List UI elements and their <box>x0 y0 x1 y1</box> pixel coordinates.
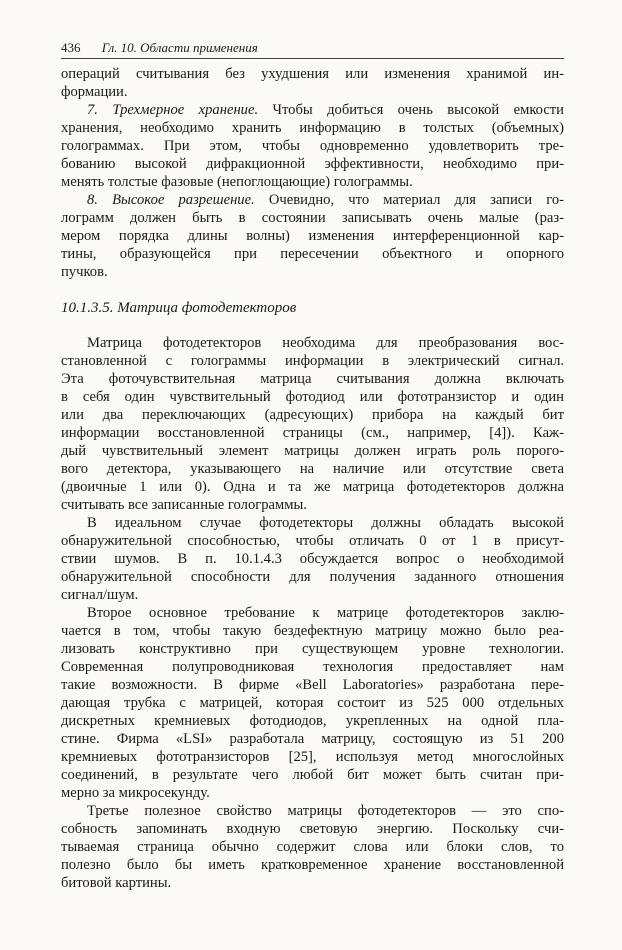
line-text: чается в том, чтобы такую бездефектную матрицу можно было реа- <box>61 623 564 639</box>
text-line <box>61 352 564 370</box>
line-text: бованию высокой дифракционной эффективности, необходимо при- <box>61 156 564 172</box>
line-text: вого детектора, указывающего на наличие или отсутствие света <box>61 461 564 477</box>
text-line <box>61 532 564 550</box>
line-text: собность запоминать входную световую энергию. Поскольку счи- <box>61 821 564 837</box>
text-line <box>61 496 564 514</box>
text-line <box>61 83 564 101</box>
line-text: мерно за микросекунду. <box>61 785 210 801</box>
line-text: информации восстановленной страницы (см., например, [4]). Каж- <box>61 425 564 441</box>
line-text: лограмм должен быть в состоянии записывать очень малые (раз- <box>61 210 564 226</box>
line-text: кремниевых фототранзисторов [25], используя метод многослойных <box>61 749 564 765</box>
text-line <box>61 802 564 820</box>
line-text: 10.1.3.5. Матрица фотодетекторов <box>61 300 297 316</box>
line-text: Второе основное требование к матрице фотодетекторов заклю- <box>87 605 564 621</box>
text-line <box>61 370 564 388</box>
line-text: Чтобы добиться очень высокой емкости <box>258 102 564 118</box>
text-line <box>61 676 564 694</box>
text-line <box>61 191 564 209</box>
line-text: полезно было бы иметь кратковременное хранение восстановленной <box>61 857 564 873</box>
list-item-title: 8. Высокое разрешение. <box>87 192 255 208</box>
line-text: соединений, в результате чего любой бит может быть считан при- <box>61 767 564 783</box>
line-text: Третье полезное свойство матрицы фотодетекторов — это спо- <box>87 803 564 819</box>
header-rule <box>61 58 564 59</box>
line-text: такие возможности. В фирме «Bell Laboratories» разработана пере- <box>61 677 564 693</box>
line-text: лизовать конструктивно при существующем уровне технологии. <box>61 641 564 657</box>
line-text: битовой картины. <box>61 875 172 891</box>
page-number: 436 <box>61 40 81 55</box>
line-text: тываемая страница обычно содержит слова или блоки слов, то <box>61 839 564 855</box>
line-text: формации. <box>61 84 128 100</box>
text-line <box>61 388 564 406</box>
text-line <box>61 137 564 155</box>
line-text: пучков. <box>61 264 108 280</box>
line-text: Современная полупроводниковая технология предоставляет нам <box>61 659 564 675</box>
text-line <box>61 784 564 802</box>
text-line <box>61 119 564 137</box>
running-header <box>61 38 564 58</box>
text-line <box>61 155 564 173</box>
text-line <box>61 568 564 586</box>
line-text: дый чувствительный элемент матрицы должен играть роль порого- <box>61 443 564 459</box>
text-line <box>61 334 564 352</box>
line-text: дискретных кремниевых фотодиодов, укрепленных на одной пла- <box>61 713 564 729</box>
text-line <box>61 442 564 460</box>
line-text: В идеальном случае фотодетекторы должны обладать высокой <box>87 515 564 531</box>
text-line <box>61 766 564 784</box>
text-line <box>61 478 564 496</box>
text-line <box>61 712 564 730</box>
line-text: голограммах. При этом, чтобы одновременно удовлетворить тре- <box>61 138 564 154</box>
line-text: хранения, необходимо хранить информацию в толстых (объемных) <box>61 120 564 136</box>
line-text: обнаружительной способностью, чтобы отличать 0 от 1 в присут- <box>61 533 564 549</box>
text-line <box>61 227 564 245</box>
line-text: тины, образующейся при пересечении объектного и опорного <box>61 246 564 262</box>
text-line <box>61 748 564 766</box>
line-text: стине. Фирма «LSI» разработала матрицу, состоящую из 51 200 <box>61 731 564 747</box>
text-line <box>61 856 564 874</box>
text-line <box>61 694 564 712</box>
text-line <box>61 173 564 191</box>
list-item-title: 7. Трехмерное хранение. <box>87 102 259 118</box>
line-text: ствии шумов. В п. 10.1.4.3 обсуждается вопрос о необходимой <box>61 551 564 567</box>
chapter-title: Гл. 10. Области применения <box>101 40 258 55</box>
text-line <box>61 640 564 658</box>
line-text: Очевидно, что материал для записи го- <box>254 192 564 208</box>
line-text: Эта фоточувствительная матрица считывания должна включать <box>61 371 564 387</box>
text-line <box>61 874 564 892</box>
text-line <box>61 622 564 640</box>
line-text: обнаружительной способности для получения заданного отношения <box>61 569 564 585</box>
line-text: (двоичные 1 или 0). Одна и та же матрица фотодетекторов должна <box>61 479 564 495</box>
text-line <box>61 65 564 83</box>
text-line <box>61 550 564 568</box>
text-line <box>61 209 564 227</box>
text-line <box>61 820 564 838</box>
text-line <box>61 263 564 281</box>
line-text: или два переключающих (адресующих) прибора на каждый бит <box>61 407 564 423</box>
line-text: Матрица фотодетекторов необходима для преобразования вос- <box>87 335 564 351</box>
text-line <box>61 838 564 856</box>
line-text: считывать все записанные голограммы. <box>61 497 307 513</box>
line-text: менять толстые фазовые (непоглощающие) голограммы. <box>61 174 413 190</box>
text-line <box>61 460 564 478</box>
section-heading <box>61 299 564 317</box>
line-text: сигнал/шум. <box>61 587 139 603</box>
text-line <box>61 604 564 622</box>
line-text: мером порядка длины волны) изменения интерференционной кар- <box>61 228 564 244</box>
text-line <box>61 406 564 424</box>
line-text: операций считывания без ухудшения или изменения хранимой ин- <box>61 66 564 82</box>
text-line <box>61 514 564 532</box>
text-line <box>61 658 564 676</box>
line-text: в себя один чувствительный фотодиод или фототранзистор и один <box>61 389 564 405</box>
line-text: становленной с голограммы информации в электрический сигнал. <box>61 353 564 369</box>
text-line <box>61 245 564 263</box>
text-line <box>61 586 564 604</box>
line-text: дающая трубка с матрицей, которая состоит из 525 000 отдельных <box>61 695 564 711</box>
text-line <box>61 424 564 442</box>
text-line <box>61 101 564 119</box>
text-line <box>61 730 564 748</box>
